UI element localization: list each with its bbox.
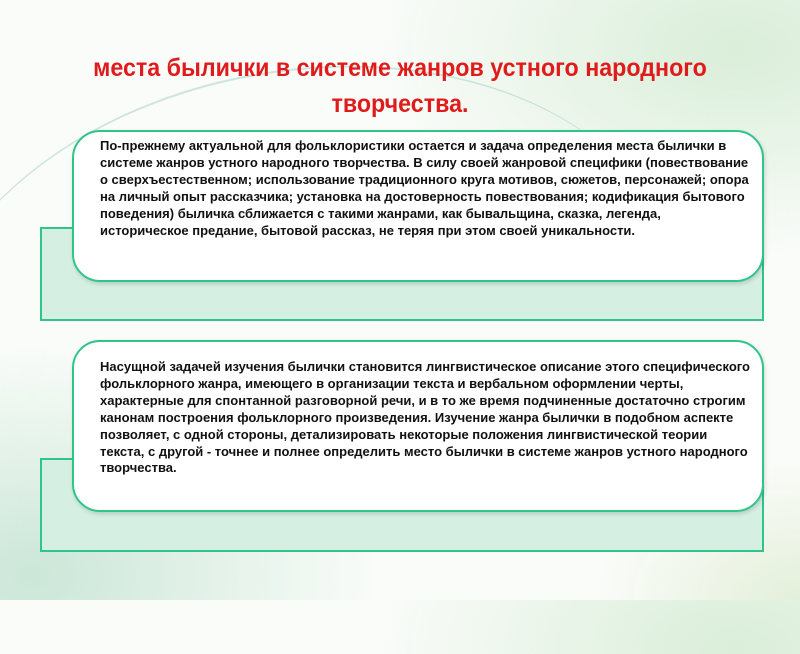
slide-title: места былички в системе жанров устного народного творчества. (93, 54, 707, 118)
block-1-text: По-прежнему актуальной для фольклористики остается и задача определения места былички в системе жанров устного народного творчества. В силу своей жанровой специфики (повествование о сверхъестественном; использование традиционного круга мотивов, сюжетов, персонажей; опора на личный опыт рассказчика; установка на достоверность повествования; кодификация бытового поведения) быличка сближается с такими жанрами, как бывальщина, сказка, легенда, историческое предание, бытовой рассказ, не теряя при этом своей уникальности. (100, 138, 749, 238)
block-2-text: Насущной задачей изучения былички становится лингвистическое описание этого специфического фольклорного жанра, имеющего в организации текста и вербальном оформлении черты, характерные для спонтанной разговорной речи, и в то же время подчиненные достаточно строгим канонам построения фольклорного произведения. Изучение жанра былички в подобном аспекте позволяет, с одной стороны, детализировать некоторые положения лингвистической теории текста, с другой - точнее и полнее определить место былички в системе жанров устного народного творчества. (100, 359, 750, 476)
